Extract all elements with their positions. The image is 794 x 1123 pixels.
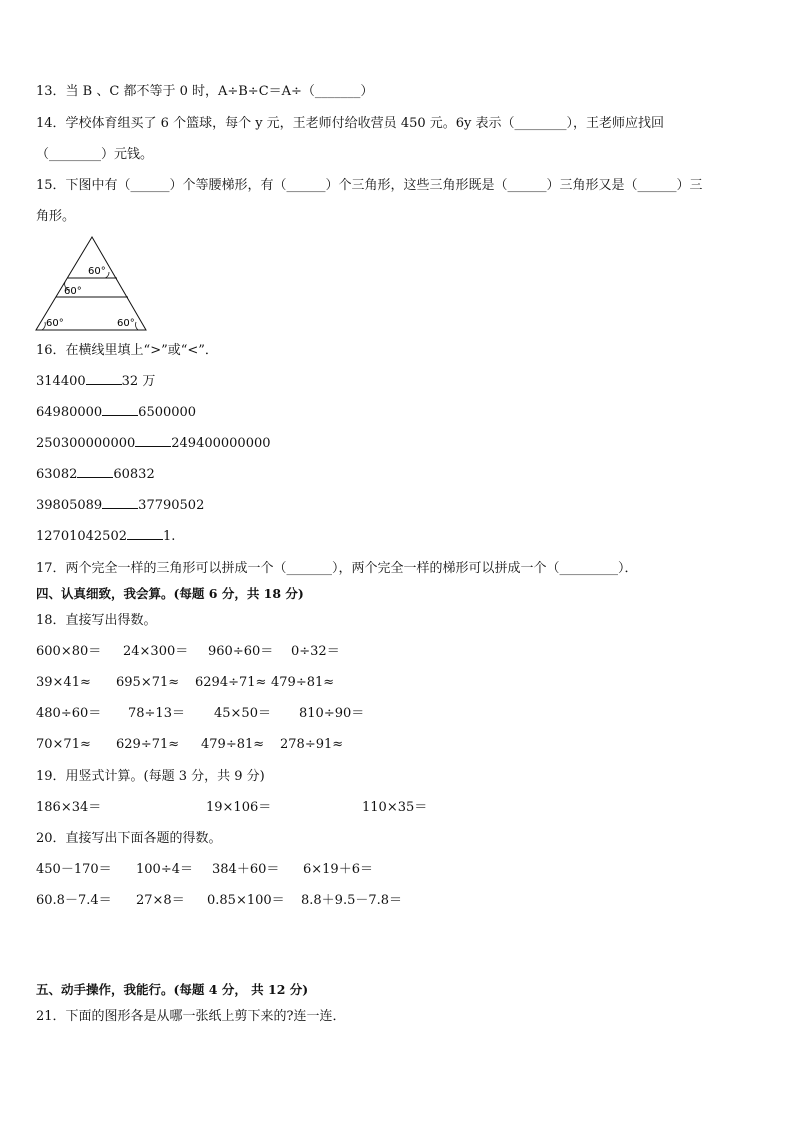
calc-item: 45×50＝ xyxy=(214,706,271,721)
compare-right: 32 万 xyxy=(121,374,156,389)
question-16-title: 16．在横线里填上“>”或“<”． xyxy=(36,343,218,358)
calc-item: 960÷60＝ xyxy=(208,644,274,659)
calc-item: 60.8－7.4＝ xyxy=(36,893,112,908)
answer-blank[interactable] xyxy=(102,415,138,416)
angle-label-4: 60° xyxy=(117,318,135,329)
compare-right: 1. xyxy=(162,529,176,544)
question-17: 17．两个完全一样的三角形可以拼成一个（_______），两个完全一样的梯形可以拼成一个（_________）． xyxy=(36,561,638,576)
answer-blank[interactable] xyxy=(86,384,122,385)
question-14-line2: （________）元钱。 xyxy=(36,147,154,162)
calc-item: 24×300＝ xyxy=(123,644,189,659)
compare-left: 314400 xyxy=(36,374,86,389)
triangle-figure xyxy=(34,234,150,334)
compare-item xyxy=(36,528,175,546)
compare-left: 12701042502 xyxy=(36,529,127,544)
calc-item: 39×41≈ xyxy=(36,675,91,690)
vertical-calc-item: 19×106＝ xyxy=(206,800,272,815)
question-19-title: 19．用竖式计算。(每题 3 分，共 9 分) xyxy=(36,769,265,784)
compare-item xyxy=(36,404,196,422)
calc-item: 278÷91≈ xyxy=(280,737,344,752)
calc-item: 0÷32＝ xyxy=(291,644,340,659)
compare-right: 37790502 xyxy=(138,498,205,513)
compare-right: 6500000 xyxy=(138,405,197,420)
compare-item xyxy=(36,435,271,453)
calc-item: 6294÷71≈ xyxy=(195,675,267,690)
answer-blank[interactable] xyxy=(127,539,163,540)
angle-label-1: 60° xyxy=(88,266,106,277)
calc-item: 100÷4＝ xyxy=(136,862,193,877)
vertical-calc-item: 186×34＝ xyxy=(36,800,102,815)
question-13: 13．当 B 、C 都不等于 0 时，A÷B÷C＝A÷（_______） xyxy=(36,84,374,99)
calc-item: 0.85×100＝ xyxy=(207,893,285,908)
compare-left: 64980000 xyxy=(36,405,103,420)
question-20-title: 20．直接写出下面各题的得数。 xyxy=(36,831,222,846)
answer-blank[interactable] xyxy=(77,477,113,478)
calc-item: 629÷71≈ xyxy=(116,737,180,752)
calc-item: 480÷60＝ xyxy=(36,706,102,721)
answer-blank[interactable] xyxy=(102,508,138,509)
vertical-calc-item: 110×35＝ xyxy=(362,800,428,815)
section-4-title: 四、认真细致，我会算。(每题 6 分，共 18 分) xyxy=(36,586,304,601)
question-18-title: 18．直接写出得数。 xyxy=(36,613,157,628)
calc-item: 78÷13＝ xyxy=(128,706,185,721)
compare-item xyxy=(36,373,155,391)
compare-left: 250300000000 xyxy=(36,436,136,451)
calc-item: 450－170＝ xyxy=(36,862,112,877)
outer-triangle xyxy=(36,237,146,330)
calc-item: 384＋60＝ xyxy=(212,862,280,877)
compare-left: 39805089 xyxy=(36,498,103,513)
compare-item xyxy=(36,497,204,515)
angle-label-2: 60° xyxy=(64,286,82,297)
calc-item: 600×80＝ xyxy=(36,644,102,659)
calc-item: 479÷81≈ xyxy=(201,737,265,752)
calc-item: 8.8＋9.5－7.8＝ xyxy=(301,893,403,908)
section-5-title: 五、动手操作，我能行。(每题 4 分， 共 12 分) xyxy=(36,982,309,997)
compare-right: 60832 xyxy=(113,467,155,482)
compare-item xyxy=(36,466,155,484)
question-14-line1: 14．学校体育组买了 6 个篮球，每个 y 元，王老师付给收营员 450 元。6y 表示（________），王老师应找回 xyxy=(36,116,665,131)
calc-item: 695×71≈ xyxy=(116,675,180,690)
question-15-line1: 15．下图中有（______）个等腰梯形，有（______）个三角形，这些三角形既是（______）三角形又是（______）三 xyxy=(36,178,703,193)
calc-item: 27×8＝ xyxy=(136,893,185,908)
calc-item: 6×19＋6＝ xyxy=(303,862,373,877)
question-21: 21．下面的图形各是从哪一张纸上剪下来的?连一连． xyxy=(36,1009,346,1024)
angle-label-3: 60° xyxy=(46,318,64,329)
calc-item: 810÷90＝ xyxy=(299,706,365,721)
answer-blank[interactable] xyxy=(135,446,171,447)
compare-right: 249400000000 xyxy=(171,436,271,451)
compare-left: 63082 xyxy=(36,467,78,482)
question-15-line2: 角形。 xyxy=(36,209,76,224)
calc-item: 70×71≈ xyxy=(36,737,91,752)
calc-item: 479÷81≈ xyxy=(271,675,335,690)
